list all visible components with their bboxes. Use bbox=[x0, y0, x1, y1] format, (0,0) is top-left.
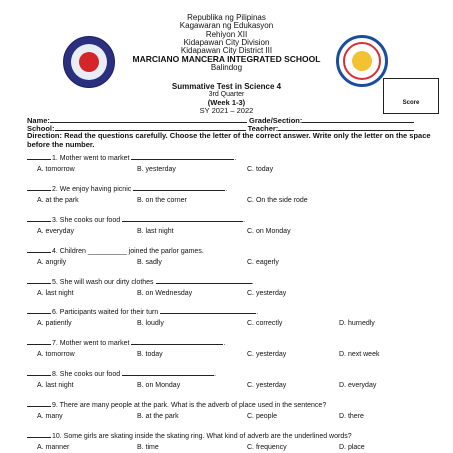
option-c[interactable]: C. on Monday bbox=[247, 228, 291, 235]
answer-blank[interactable] bbox=[27, 276, 51, 284]
answer-blank[interactable] bbox=[27, 430, 51, 438]
option-a[interactable]: A. everyday bbox=[37, 228, 74, 235]
question-fill-line bbox=[160, 306, 259, 316]
option-a[interactable]: A. tomorrow bbox=[37, 166, 75, 173]
answer-blank[interactable] bbox=[27, 306, 51, 314]
answer-blank[interactable] bbox=[27, 214, 51, 222]
question-text: 1. Mother went to market bbox=[52, 155, 130, 162]
option-d[interactable]: D. next week bbox=[339, 351, 380, 358]
question-fill-line bbox=[122, 368, 217, 378]
header-line-3: Rehiyon XII bbox=[205, 29, 248, 39]
question-fill-line bbox=[156, 276, 252, 284]
answer-blank[interactable] bbox=[27, 152, 51, 160]
answer-blank[interactable] bbox=[27, 399, 51, 407]
question-2 bbox=[27, 183, 227, 193]
name-field[interactable] bbox=[50, 115, 247, 123]
question-period: . bbox=[256, 309, 259, 316]
question-text: 2. We enjoy having picnic bbox=[52, 186, 132, 193]
question-text: 4. Children __________ joined the parlor games. bbox=[52, 248, 204, 255]
option-b[interactable]: B. time bbox=[137, 444, 159, 451]
option-c[interactable]: C. people bbox=[247, 413, 277, 420]
option-b[interactable]: B. sadly bbox=[137, 259, 162, 266]
question-text: 3. She cooks our food bbox=[52, 217, 121, 224]
school-field[interactable] bbox=[55, 123, 246, 131]
option-c[interactable]: C. yesterday bbox=[247, 351, 287, 358]
option-a[interactable]: A. patiently bbox=[37, 320, 72, 327]
option-a[interactable]: A. many bbox=[37, 413, 63, 420]
option-b[interactable]: B. on Monday bbox=[137, 382, 181, 389]
option-b[interactable]: B. last night bbox=[137, 228, 174, 235]
answer-blank[interactable] bbox=[27, 337, 51, 345]
score-label: Score bbox=[402, 100, 420, 106]
question-5 bbox=[27, 276, 254, 286]
option-a[interactable]: A. manner bbox=[37, 444, 70, 451]
option-a[interactable]: A. angrily bbox=[37, 259, 67, 266]
question-text: 7. Mother went to market bbox=[52, 340, 130, 347]
question-7 bbox=[27, 337, 225, 347]
option-d[interactable]: D. there bbox=[339, 413, 364, 420]
option-c[interactable]: C. On the side rode bbox=[247, 197, 308, 204]
option-b[interactable]: B. yesterday bbox=[137, 166, 176, 173]
school-label: School: bbox=[27, 124, 55, 133]
name-label: Name: bbox=[27, 116, 50, 125]
title-sy: SY 2021 – 2022 bbox=[199, 106, 254, 115]
option-b[interactable]: B. on the corner bbox=[137, 197, 187, 204]
option-a[interactable]: A. last night bbox=[37, 382, 74, 389]
option-b[interactable]: B. at the park bbox=[137, 413, 179, 420]
option-b[interactable]: B. on Wednesday bbox=[137, 290, 193, 297]
header-line-2: Kagawaran ng Edukasyon bbox=[179, 21, 274, 31]
option-c[interactable]: C. eagerly bbox=[247, 259, 279, 266]
option-d[interactable]: D. everyday bbox=[339, 382, 377, 389]
title-quarter: 3rd Quarter bbox=[208, 91, 245, 98]
question-text: 8. She cooks our food bbox=[52, 371, 121, 378]
direction-text: Direction: Read the questions carefully. Choose the letter of the correct answer. Write only the letter on the space before the number. bbox=[27, 131, 431, 149]
option-a[interactable]: A. tomorrow bbox=[37, 351, 75, 358]
teacher-field[interactable] bbox=[278, 123, 414, 131]
question-fill-line bbox=[131, 337, 226, 347]
question-text: 5. She will wash our dirty clothes bbox=[52, 279, 154, 286]
question-8 bbox=[27, 368, 216, 378]
question-text: 6. Participants waited for their turn bbox=[52, 309, 159, 316]
option-b[interactable]: B. loudly bbox=[137, 320, 164, 327]
title-main: Summative Test in Science 4 bbox=[171, 82, 282, 91]
option-d[interactable]: D. hurnedly bbox=[339, 320, 375, 327]
answer-blank[interactable] bbox=[27, 183, 51, 191]
question-period: . bbox=[223, 340, 226, 347]
option-c[interactable]: C. yesterday bbox=[247, 382, 287, 389]
option-a[interactable]: A. last night bbox=[37, 290, 74, 297]
question-3 bbox=[27, 214, 245, 224]
header-line-5: Kidapawan City District III bbox=[180, 46, 273, 56]
question-text: 9. There are many people at the park. What is the adverb of place used in the sentence? bbox=[52, 402, 327, 409]
question-period: . bbox=[251, 279, 254, 286]
question-text: 10. Some girls are skating inside the skating ring. What kind of adverb are the underlined words? bbox=[52, 433, 352, 440]
question-period: . bbox=[243, 217, 246, 224]
question-4 bbox=[27, 245, 204, 255]
question-6 bbox=[27, 306, 258, 316]
answer-blank[interactable] bbox=[27, 245, 51, 253]
school-name: MARCIANO MANCERA INTEGRATED SCHOOL bbox=[132, 54, 321, 65]
school-place: Balindog bbox=[210, 63, 243, 73]
grade-section-field[interactable] bbox=[302, 115, 414, 123]
question-fill-line bbox=[131, 152, 237, 162]
letterhead bbox=[0, 14, 453, 73]
option-b[interactable]: B. today bbox=[137, 351, 163, 358]
test-title bbox=[0, 82, 453, 115]
teacher-label: Teacher: bbox=[247, 124, 279, 133]
question-fill-line bbox=[122, 214, 246, 224]
option-c[interactable]: C. frequency bbox=[247, 444, 287, 451]
header-line-4: Kidapawan City Division bbox=[183, 37, 270, 47]
question-period: . bbox=[225, 186, 228, 193]
option-c[interactable]: C. yesterday bbox=[247, 290, 287, 297]
answer-blank[interactable] bbox=[27, 368, 51, 376]
option-c[interactable]: C. correctly bbox=[247, 320, 283, 327]
question-9 bbox=[27, 399, 326, 409]
question-period: . bbox=[214, 371, 217, 378]
option-a[interactable]: A. at the park bbox=[37, 197, 79, 204]
header-line-1: Republika ng Pilipinas bbox=[187, 13, 266, 22]
option-c[interactable]: C. today bbox=[247, 166, 274, 173]
question-10 bbox=[27, 430, 352, 440]
question-period: . bbox=[234, 155, 237, 162]
title-week: (Week 1-3) bbox=[207, 98, 246, 107]
question-1 bbox=[27, 152, 236, 162]
grade-section-label: Grade/Section: bbox=[249, 116, 303, 125]
question-fill-line bbox=[133, 183, 228, 193]
option-d[interactable]: D. place bbox=[339, 444, 365, 451]
